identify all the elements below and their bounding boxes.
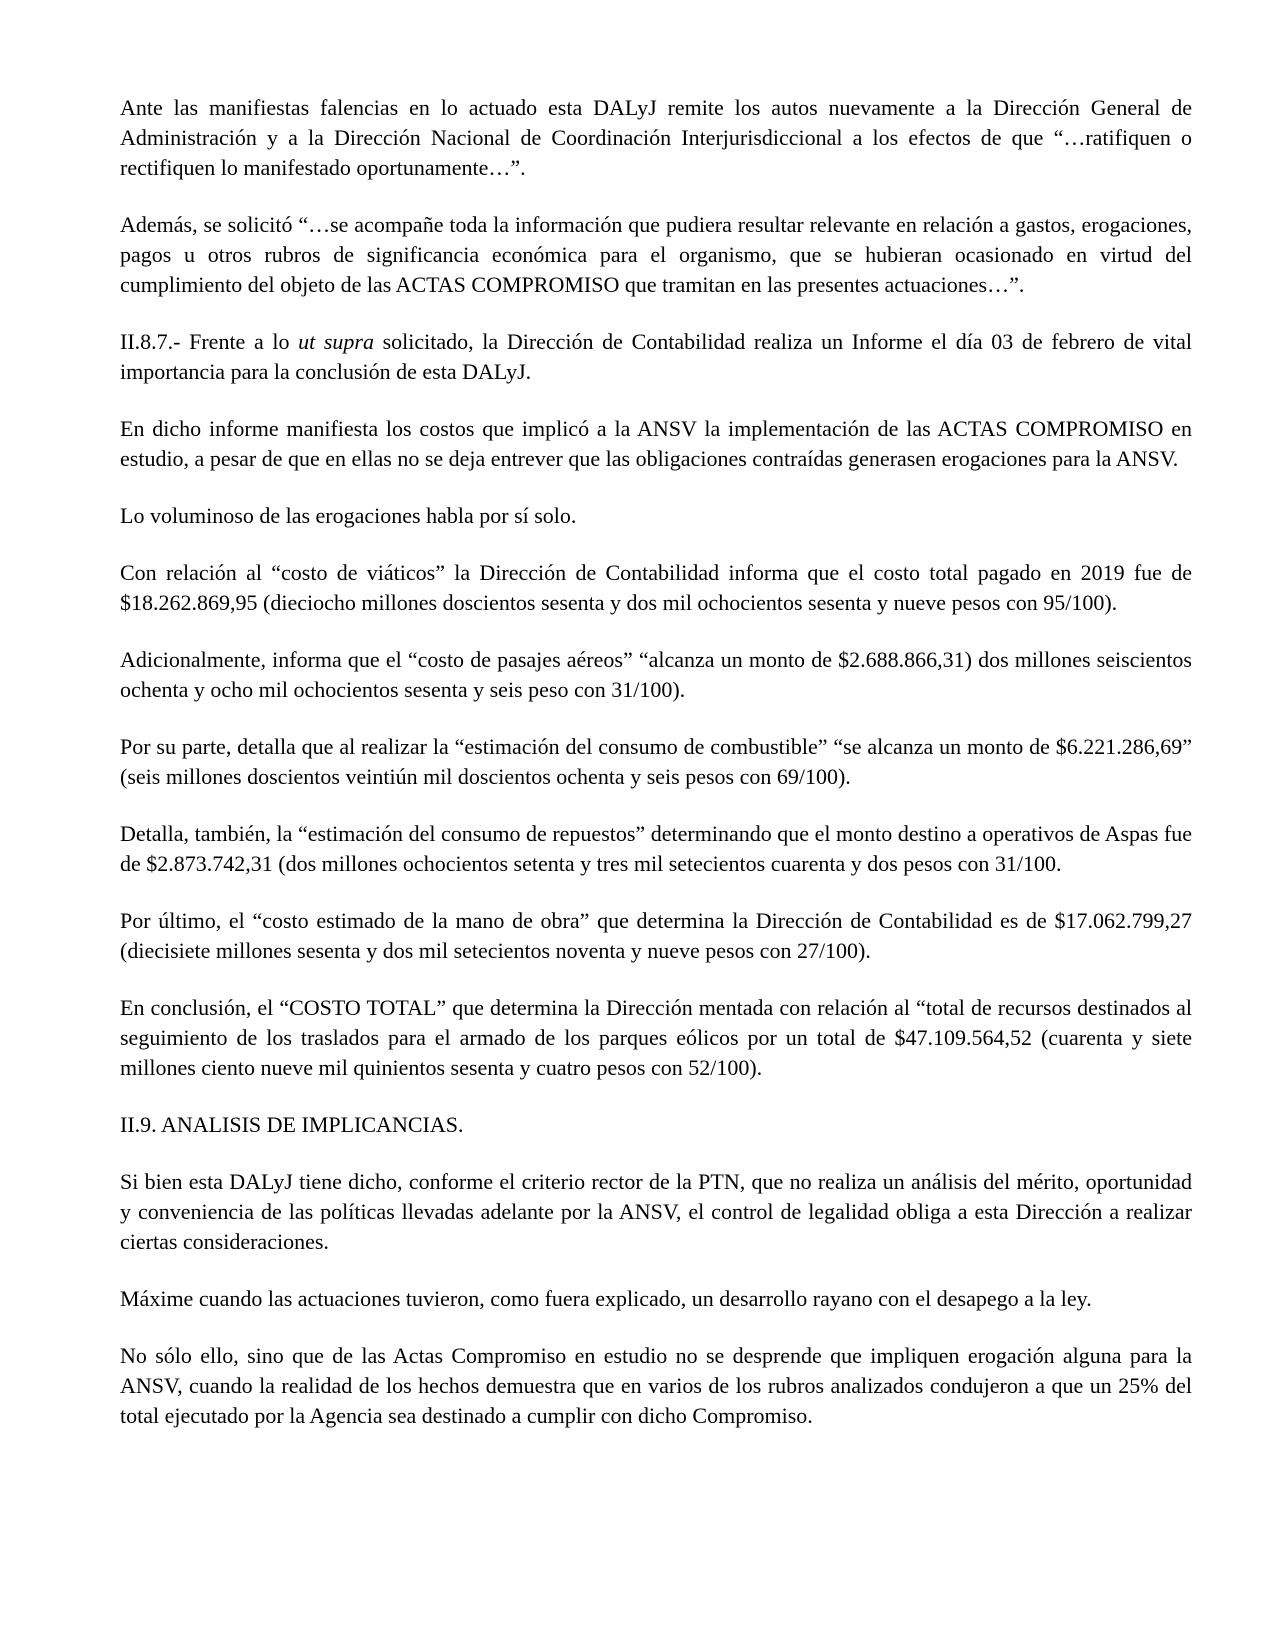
paragraph-control-legalidad: Si bien esta DALyJ tiene dicho, conforme el criterio rector de la PTN, que no realiza un análisis del mérito, oportunidad y conveniencia de las políticas llevadas adelante por la ANSV, el control de legalidad obliga a esta Dirección a realizar ciertas consideraciones.: [120, 1169, 1192, 1254]
paragraph-remision-autos: Ante las manifiestas falencias en lo actuado esta DALyJ remite los autos nuevamente a la Dirección General de Administración y a la Dirección Nacional de Coordinación Interjurisdiccional a los efectos de que “…ratifiquen o rectifiquen lo manifestado oportunamente…”.: [120, 95, 1192, 180]
paragraph-costo-total: En conclusión, el “COSTO TOTAL” que determina la Dirección mentada con relación al “total de recursos destinados al seguimiento de los traslados para el armado de los parques eólicos por un total de $47.109.564,52 (cuarenta y siete millones ciento nueve mil quinientos sesenta y cuatro pesos con 52/100).: [120, 995, 1192, 1080]
paragraph-costo-viaticos: Con relación al “costo de viáticos” la Dirección de Contabilidad informa que el costo total pagado en 2019 fue de $18.262.869,95 (dieciocho millones doscientos sesenta y dos mil ochocientos sesenta y nueve pesos con 95/100).: [120, 560, 1192, 615]
paragraph-actas-erogacion-25: No sólo ello, sino que de las Actas Compromiso en estudio no se desprende que impliquen erogación alguna para la ANSV, cuando la realidad de los hechos demuestra que en varios de los rubros analizados condujeron a que un 25% del total ejecutado por la Agencia sea destinado a cumplir con dicho Compromiso.: [120, 1343, 1192, 1428]
paragraph-consumo-combustible: Por su parte, detalla que al realizar la “estimación del consumo de combustible” “se alcanza un monto de $6.221.286,69” (seis millones doscientos veintiún mil doscientos ochenta y seis pesos con 69/100).: [120, 734, 1192, 789]
paragraph-solicitud-informacion: Además, se solicitó “…se acompañe toda la información que pudiera resultar relevante en relación a gastos, erogaciones, pagos u otros rubros de significancia económica para el organismo, que se hubieran ocasionado en virtud del cumplimiento del objeto de las ACTAS COMPROMISO que tramitan en las presentes actuaciones…”.: [120, 212, 1192, 297]
heading-ii-9-analisis-implicancias: II.9. ANALISIS DE IMPLICANCIAS.: [120, 1112, 464, 1137]
paragraph-voluminoso-erogaciones: Lo voluminoso de las erogaciones habla por sí solo.: [120, 503, 577, 528]
paragraph-costo-pasajes-aereos: Adicionalmente, informa que el “costo de pasajes aéreos” “alcanza un monto de $2.688.866,31) dos millones seiscientos ochenta y ocho mil ochocientos sesenta y seis peso con 31/100).: [120, 647, 1192, 702]
paragraph-ii-8-7: [120, 327, 1192, 387]
paragraph-ii-8-7-ut-supra: ut supra: [298, 329, 374, 354]
paragraph-costos-ansv: En dicho informe manifiesta los costos que implicó a la ANSV la implementación de las ACTAS COMPROMISO en estudio, a pesar de que en ellas no se deja entrever que las obligaciones contraídas generasen erogaciones para la ANSV.: [120, 416, 1192, 471]
document-body: [120, 93, 1192, 1431]
paragraph-consumo-repuestos: Detalla, también, la “estimación del consumo de repuestos” determinando que el monto destino a operativos de Aspas fue de $2.873.742,31 (dos millones ochocientos setenta y tres mil setecientos cuarenta y dos pesos con 31/100.: [120, 821, 1192, 876]
paragraph-mano-de-obra: Por último, el “costo estimado de la mano de obra” que determina la Dirección de Contabilidad es de $17.062.799,27 (diecisiete millones sesenta y dos mil setecientos noventa y nueve pesos con 27/100).: [120, 908, 1192, 963]
paragraph-ii-8-7-post: solicitado, la Dirección de Contabilidad realiza un Informe el día 03 de febrero de vital importancia para la conclusión de esta DALyJ.: [120, 329, 1192, 384]
paragraph-maxime-actuaciones: Máxime cuando las actuaciones tuvieron, como fuera explicado, un desarrollo rayano con el desapego a la ley.: [120, 1286, 1092, 1311]
paragraph-ii-8-7-pre: II.8.7.- Frente a lo: [120, 329, 299, 354]
